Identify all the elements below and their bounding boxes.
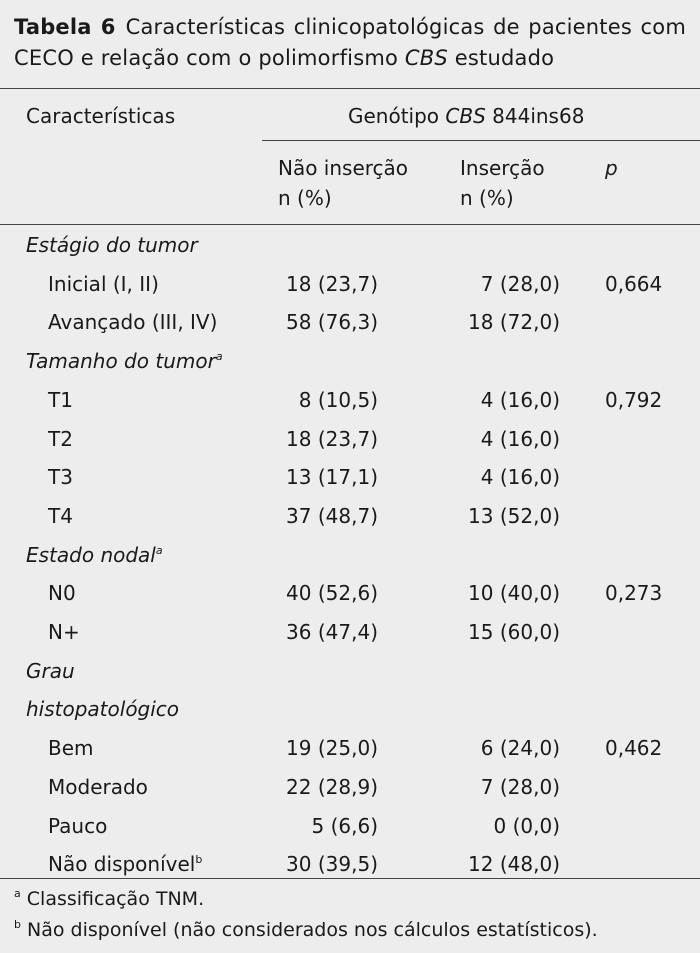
footnote-mark: a [155,543,163,557]
footnote-mark: a [215,350,223,364]
header-non-insertion [278,153,408,213]
table-row [0,774,700,813]
header-non-insertion-label: Não inserção [278,156,409,180]
header-insertion-unit: n (%) [460,186,514,210]
non-insertion-value: 8 (10,5) [298,387,378,412]
row-label [48,851,202,877]
section-row [0,348,700,387]
label-text: Grau [26,658,75,683]
header-rule [0,224,700,225]
section-label [26,696,179,722]
table-row [0,271,700,310]
footnote-b [14,917,598,943]
insertion-value: 10 (40,0) [468,581,560,606]
caption-gene: CBS [404,46,448,70]
p-value: 0,273 [605,581,663,606]
label-text: Inicial (I, II) [48,271,159,296]
section-label [26,542,163,568]
insertion-value: 0 (0,0) [493,813,560,838]
table-row [0,503,700,542]
footnote-b-mark: b [14,918,21,931]
row-label [48,813,107,839]
row-label [48,387,73,413]
label-text: Tamanho do tumor [26,349,216,374]
footnote-a-text: Classificação TNM. [20,888,205,910]
table-row [0,813,700,852]
insertion-value: 12 (48,0) [468,852,560,877]
table-row [0,580,700,619]
label-text: Estado nodal [26,542,156,567]
label-text: Não disponível [48,852,196,877]
header-genotype-gene: CBS [445,104,486,128]
row-label [48,503,73,529]
footnote-a [14,886,204,912]
footnote-a-mark: a [14,887,21,900]
table-row [0,619,700,658]
section-row [0,542,700,581]
insertion-value: 7 (28,0) [480,774,560,799]
label-text: N+ [48,620,80,644]
insertion-value: 13 (52,0) [468,503,560,528]
insertion-value: 18 (72,0) [468,310,560,335]
section-label [26,348,223,374]
p-value: 0,664 [605,271,663,296]
row-label [48,426,73,452]
row-label [48,580,76,606]
section-label [26,232,198,258]
table-row [0,735,700,774]
bottom-rule [0,878,700,879]
section-label [26,658,75,684]
footnote-mark: b [195,853,203,867]
table-caption [14,12,686,74]
header-genotype-prefix: Genótipo [348,104,446,128]
footnote-b-text: Não disponível (não considerados nos cálculos estatísticos). [20,919,598,941]
p-value: 0,462 [605,736,663,761]
non-insertion-value: 58 (76,3) [286,310,378,335]
non-insertion-value: 5 (6,6) [311,813,378,838]
section-row [0,696,700,735]
caption-text: Características clinicopatológicas de pacientes com CECO e relação com o polimorfismo [14,15,686,70]
genotype-rule [262,140,700,141]
label-text: T3 [48,465,73,490]
non-insertion-value: 19 (25,0) [286,736,378,761]
insertion-value: 15 (60,0) [468,620,560,644]
section-row [0,232,700,271]
row-label [48,309,217,335]
header-genotype [348,101,584,131]
row-label [48,271,159,297]
label-text: Pauco [48,813,108,838]
non-insertion-value: 30 (39,5) [286,852,378,877]
insertion-value: 4 (16,0) [480,387,560,412]
header-p [605,153,618,183]
header-genotype-suffix: 844ins68 [485,104,585,128]
header-characteristics: Características [26,104,176,128]
non-insertion-value: 13 (17,1) [286,465,378,490]
non-insertion-value: 36 (47,4) [286,620,378,644]
insertion-value: 7 (28,0) [480,271,560,296]
label-text: Estágio do tumor [26,233,198,257]
label-text: T2 [48,426,73,451]
row-label [48,619,80,645]
row-label [48,774,148,800]
p-value: 0,792 [605,387,663,412]
insertion-value: 4 (16,0) [480,465,560,490]
table-row [0,387,700,426]
table-row [0,851,700,890]
row-label [48,735,94,761]
label-text: Moderado [48,774,148,799]
label-text: histopatológico [26,697,180,722]
header-p-label: p [605,156,618,180]
label-text: N0 [48,581,76,606]
insertion-value: 6 (24,0) [480,736,560,761]
row-label [48,464,73,490]
insertion-value: 4 (16,0) [480,426,560,451]
header-insertion-label: Inserção [460,156,545,180]
non-insertion-value: 22 (28,9) [286,774,378,799]
caption-text-end: estudado [447,46,555,70]
table-label: Tabela 6 [14,15,116,39]
label-text: T1 [48,387,73,412]
non-insertion-value: 37 (48,7) [286,503,378,528]
non-insertion-value: 40 (52,6) [286,581,378,606]
non-insertion-value: 18 (23,7) [286,426,378,451]
label-text: Avançado (III, IV) [48,310,218,335]
header-non-insertion-unit: n (%) [278,186,332,210]
section-row [0,658,700,697]
label-text: T4 [48,503,73,528]
table-row [0,426,700,465]
label-text: Bem [48,736,94,761]
table-row [0,464,700,503]
non-insertion-value: 18 (23,7) [286,271,378,296]
table-row [0,309,700,348]
top-rule [0,88,700,89]
header-insertion [460,153,545,213]
